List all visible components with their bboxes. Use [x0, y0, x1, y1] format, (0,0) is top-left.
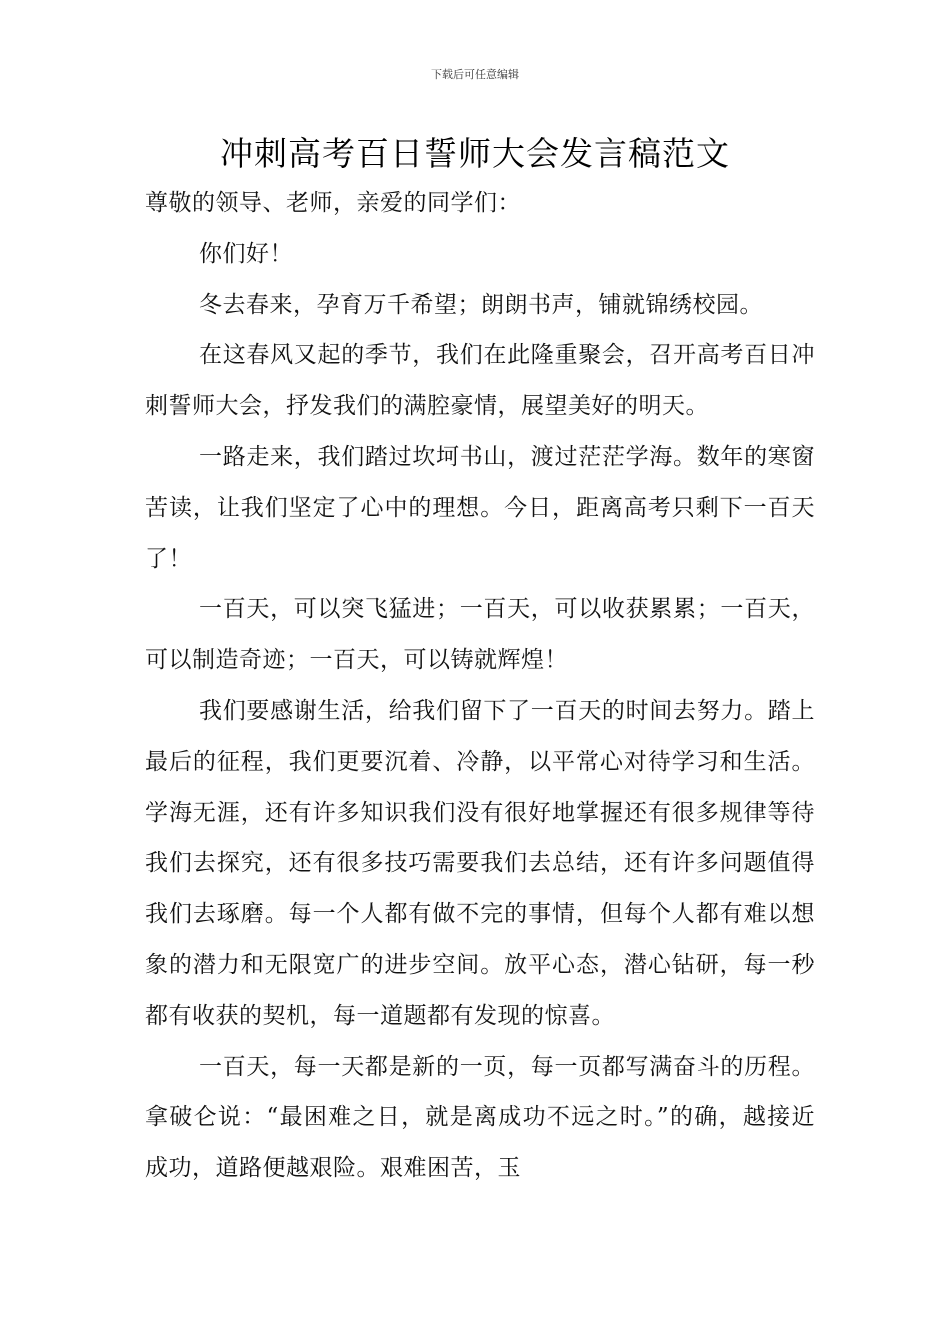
paragraph: 一路走来，我们踏过坎坷书山，渡过茫茫学海。数年的寒窗苦读，让我们坚定了心中的理想。今日，距离高考只剩下一百天了！ [145, 443, 815, 572]
salutation: 尊敬的领导、老师，亲爱的同学们： [145, 190, 521, 216]
document-body [145, 178, 815, 1194]
header-note: 下载后可任意编辑 [431, 68, 519, 81]
paragraph: 一百天，可以突飞猛进；一百天，可以收获累累；一百天，可以制造奇迹；一百天，可以铸就辉煌！ [145, 596, 815, 674]
paragraph: 在这春风又起的季节，我们在此隆重聚会，召开高考百日冲刺誓师大会，抒发我们的满腔豪情，展望美好的明天。 [145, 342, 815, 420]
paragraph: 冬去春来，孕育万千希望；朗朗书声，铺就锦绣校园。 [199, 291, 763, 318]
paragraph: 我们要感谢生活，给我们留下了一百天的时间去努力。踏上最后的征程，我们更要沉着、冷静，以平常心对待学习和生活。学海无涯，还有许多知识我们没有很好地掌握还有很多规律等待我们去探究，还有很多技巧需要我们去总结，还有许多问题值得我们去琢磨。每一个人都有做不完的事情，但每个人都有难以想象的潜力和无限宽广的进步空间。放平心态，潜心钻研，每一秒都有收获的契机，每一道题都有发现的惊喜。 [145, 697, 815, 1029]
page-title: 冲刺高考百日誓师大会发言稿范文 [220, 134, 730, 173]
paragraph: 一百天，每一天都是新的一页，每一页都写满奋斗的历程。拿破仑说：“最困难之日，就是离成功不远之时。”的确，越接近成功，道路便越艰险。艰难困苦，玉 [145, 1053, 815, 1182]
paragraph: 你们好！ [199, 240, 293, 267]
